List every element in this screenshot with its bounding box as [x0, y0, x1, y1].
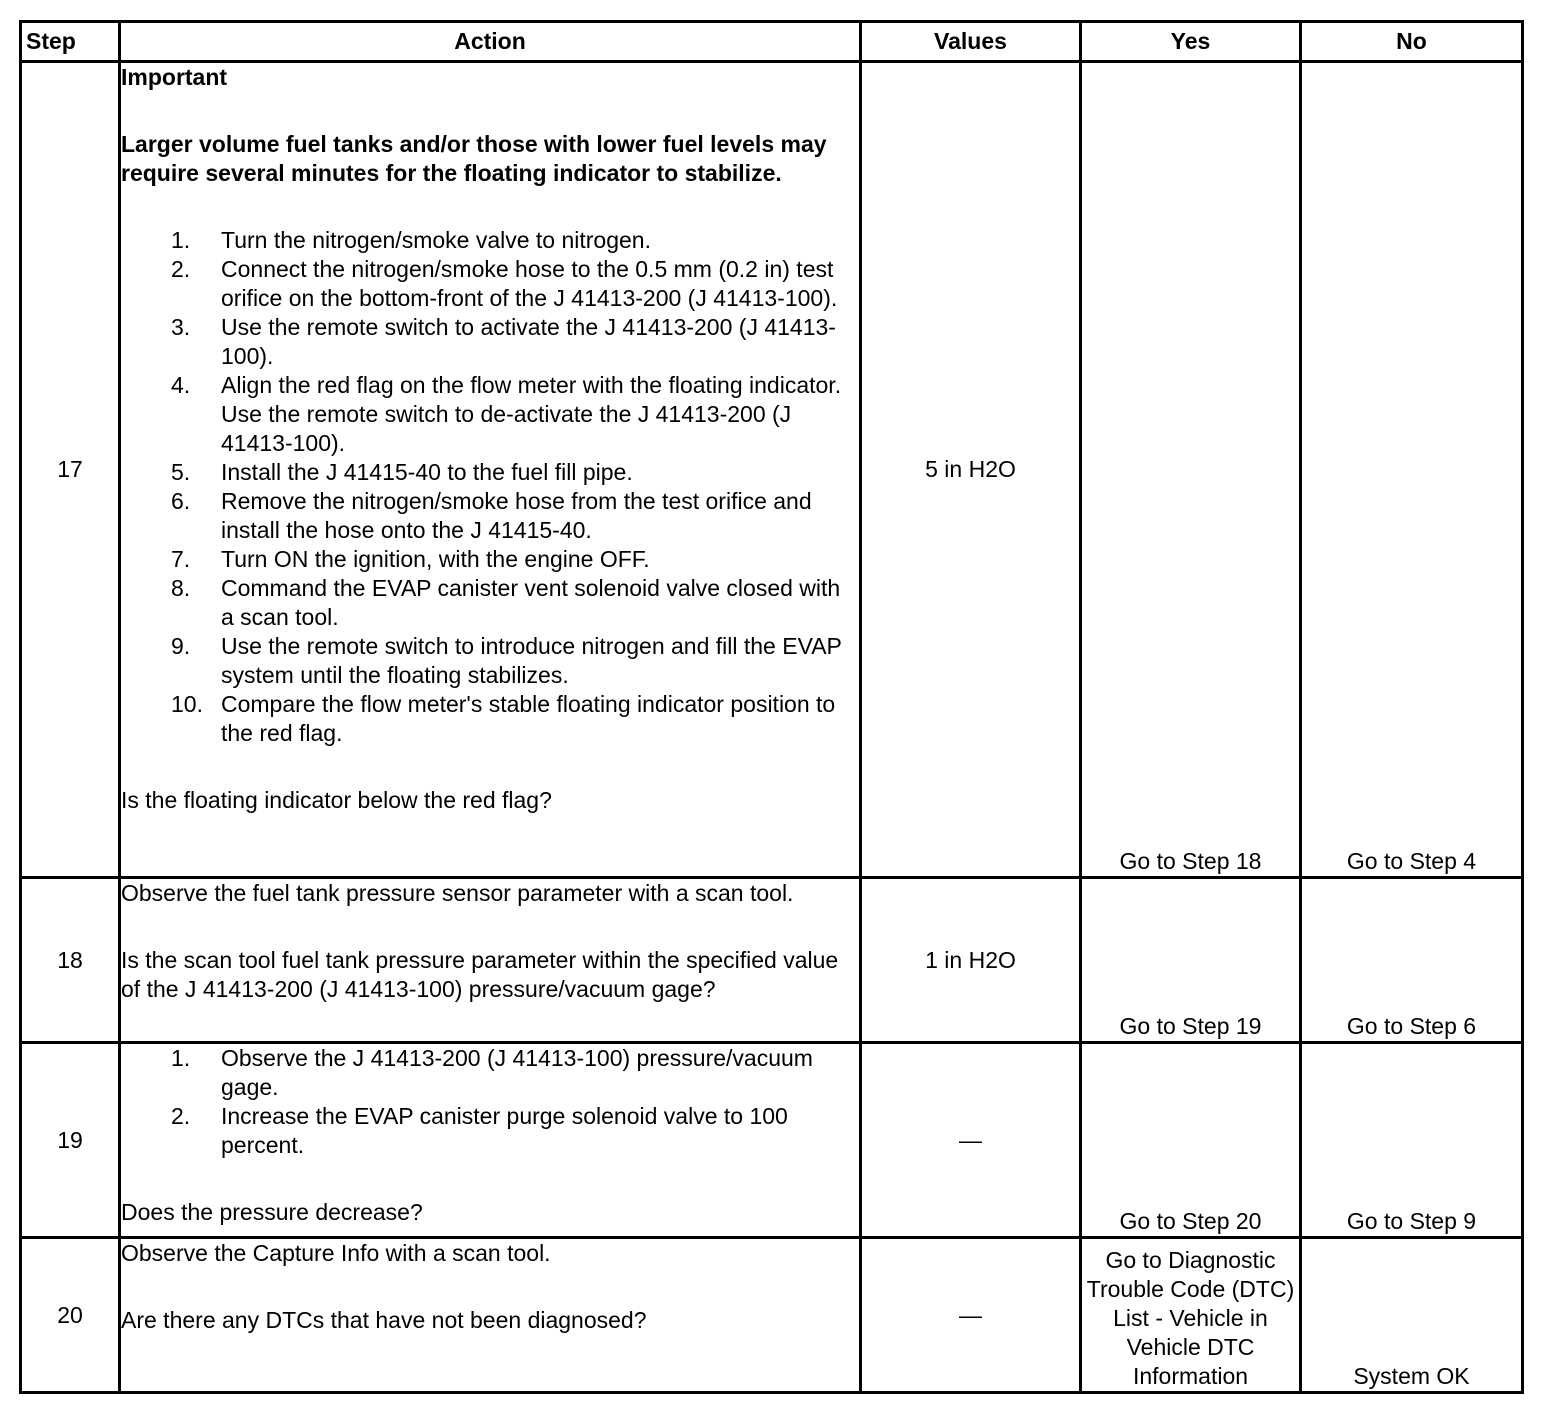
- step-number: 18: [21, 878, 120, 1043]
- no-cell: System OK: [1301, 1238, 1523, 1393]
- table-row: [21, 878, 1523, 1043]
- header-row: [21, 22, 1523, 62]
- list-item-number: 10.: [171, 691, 203, 717]
- list-item-text: Turn the nitrogen/smoke valve to nitrogen.: [221, 227, 651, 253]
- action-cell: [120, 1238, 861, 1393]
- list-item-text: Observe the J 41413-200 (J 41413-100) pressure/vacuum gage.: [221, 1045, 813, 1100]
- action-cell: [120, 878, 861, 1043]
- no-cell: Go to Step 9: [1301, 1043, 1523, 1238]
- list-item-number: 1.: [171, 1045, 191, 1071]
- list-item: [121, 255, 859, 313]
- list-item-number: 3.: [171, 314, 191, 340]
- table-row: [21, 1238, 1523, 1393]
- list-item-text: Use the remote switch to activate the J 41413-200 (J 41413-100).: [221, 314, 836, 369]
- header-action: Action: [120, 22, 861, 62]
- question-text: Does the pressure decrease?: [121, 1199, 423, 1225]
- important-label: Important: [121, 64, 228, 90]
- values-cell: —: [861, 1238, 1081, 1393]
- action-cell: [120, 62, 861, 878]
- list-item-number: 4.: [171, 372, 191, 398]
- list-item: [121, 313, 859, 371]
- list-item-text: Command the EVAP canister vent solenoid valve closed with a scan tool.: [221, 575, 841, 630]
- yes-cell: Go to Step 19: [1081, 878, 1301, 1043]
- list-item: [121, 690, 859, 748]
- list-item-text: Turn ON the ignition, with the engine OFF.: [221, 546, 650, 572]
- list-item-text: Increase the EVAP canister purge solenoid valve to 100 percent.: [221, 1103, 788, 1158]
- list-item-text: Connect the nitrogen/smoke hose to the 0.5 mm (0.2 in) test orifice on the bottom-front of the J 41413-200 (J 41413-100).: [221, 256, 838, 311]
- list-item: [121, 226, 859, 255]
- list-item-text: Align the red flag on the flow meter with the floating indicator. Use the remote switch to de-activate the J 41413-200 (J 41413-100).: [221, 372, 842, 456]
- list-item-number: 2.: [171, 256, 191, 282]
- step-number: 17: [21, 62, 120, 878]
- list-item-number: 2.: [171, 1103, 191, 1129]
- list-item: [121, 371, 859, 458]
- list-item-text: Compare the flow meter's stable floating indicator position to the red flag.: [221, 691, 836, 746]
- important-text: Larger volume fuel tanks and/or those with lower fuel levels may require several minutes for the floating indicator to stabilize.: [121, 131, 827, 186]
- header-yes: Yes: [1081, 22, 1301, 62]
- table-row: [21, 1043, 1523, 1238]
- list-item-number: 1.: [171, 227, 191, 253]
- list-item: [121, 1044, 859, 1102]
- list-item: [121, 574, 859, 632]
- values-cell: 5 in H2O: [861, 62, 1081, 878]
- values-cell: 1 in H2O: [861, 878, 1081, 1043]
- step-number: 19: [21, 1043, 120, 1238]
- list-item-text: Use the remote switch to introduce nitrogen and fill the EVAP system until the floating stabilizes.: [221, 633, 842, 688]
- action-cell: [120, 1043, 861, 1238]
- yes-cell: Go to Diagnostic Trouble Code (DTC) List - Vehicle in Vehicle DTC Information: [1081, 1238, 1301, 1393]
- question-text: Are there any DTCs that have not been diagnosed?: [121, 1307, 647, 1333]
- procedure-list: [121, 226, 859, 748]
- action-text: Observe the fuel tank pressure sensor parameter with a scan tool.: [121, 880, 794, 906]
- list-item: [121, 1102, 859, 1160]
- list-item-number: 9.: [171, 633, 191, 659]
- yes-cell: Go to Step 20: [1081, 1043, 1301, 1238]
- diagnostic-table: [19, 20, 1524, 1394]
- list-item-text: Install the J 41415-40 to the fuel fill pipe.: [221, 459, 633, 485]
- list-item-number: 8.: [171, 575, 191, 601]
- values-cell: —: [861, 1043, 1081, 1238]
- question-text: Is the scan tool fuel tank pressure parameter within the specified value of the J 41413-200 (J 41413-100) pressure/vacuum gage?: [121, 947, 839, 1002]
- list-item-text: Remove the nitrogen/smoke hose from the test orifice and install the hose onto the J 41415-40.: [221, 488, 812, 543]
- list-item: [121, 632, 859, 690]
- question-text: Is the floating indicator below the red flag?: [121, 787, 552, 813]
- list-item-number: 6.: [171, 488, 191, 514]
- diagnostic-table-container: [19, 20, 1521, 1394]
- list-item-number: 5.: [171, 459, 191, 485]
- header-values: Values: [861, 22, 1081, 62]
- list-item-number: 7.: [171, 546, 191, 572]
- no-cell: Go to Step 4: [1301, 62, 1523, 878]
- no-cell: Go to Step 6: [1301, 878, 1523, 1043]
- list-item: [121, 487, 859, 545]
- yes-cell: Go to Step 18: [1081, 62, 1301, 878]
- header-step: Step: [21, 22, 120, 62]
- table-row: [21, 62, 1523, 878]
- step-number: 20: [21, 1238, 120, 1393]
- action-text: Observe the Capture Info with a scan tool.: [121, 1240, 551, 1266]
- header-no: No: [1301, 22, 1523, 62]
- list-item: [121, 545, 859, 574]
- list-item: [121, 458, 859, 487]
- procedure-list: [121, 1044, 859, 1160]
